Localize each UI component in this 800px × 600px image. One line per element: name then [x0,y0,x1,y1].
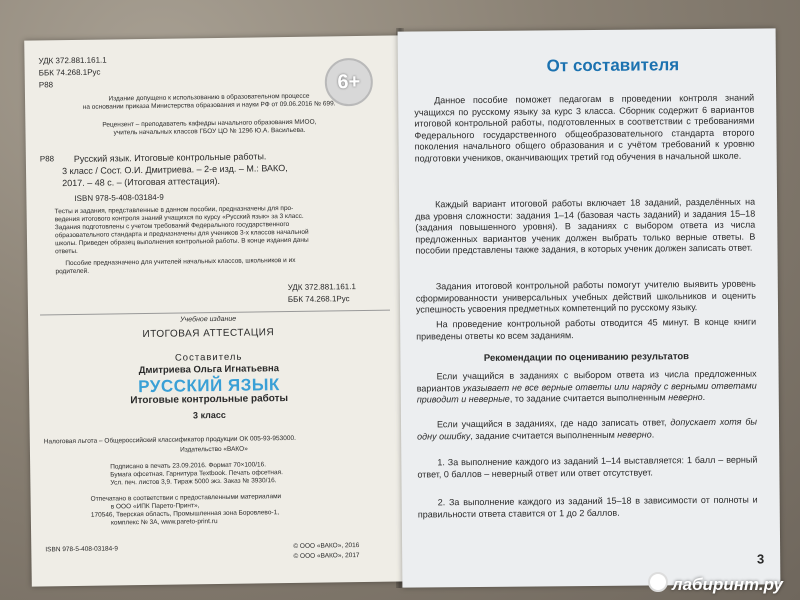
abstract-line: ответы. [55,247,78,256]
printer-line: комплекс № 3А, www.pareto-print.ru [110,518,218,527]
abstract-line: школы. Приведен образец выполнения контрольной работы. В конце издания даны [54,236,309,248]
abstract [55,204,386,277]
recommendation-paragraph-1 [417,369,757,407]
publisher-line: Издательство «ВАКО» [180,445,248,454]
scoring-rule-1: 1. За выполнение каждого из заданий 1–14 выставляется: 1 балл – верный ответ, 0 баллов – неверный ответ или ответ отсутствует. [417,454,758,480]
approval-line-1: Издание допущено к использованию в образовательном процессе [108,92,310,103]
print-line: Бумага офсетная. Гарнитура Textbook. Печать офсетная. [110,469,283,479]
abstract-line: Пособие предназначено для учителей начальных классов, школьников и их [65,256,296,268]
approval-line-2: на основании приказа Министерства образования и науки РФ от 09.06.2016 № 699. [82,100,336,111]
preface-paragraph-4: На проведение контрольной работы отводится 45 минут. В конце книги приведены ответы ко всем заданиям. [416,316,757,342]
book-title: РУССКИЙ ЯЗЫК [138,375,280,397]
catalog-line-2: 3 класс / Сост. О.И. Дмитриева. – 2-е изд. – М.: ВАКО, [61,163,288,177]
book-subtitle: Итоговые контрольные работы [130,393,289,407]
series-name: ИТОГОВАЯ АТТЕСТАЦИЯ [142,327,275,341]
grade-label: 3 класс [192,409,226,421]
preface-paragraph-3: Задания итоговой контрольной работы помогут учителю выявить уровень сформированности универсальных учебных действий школьников и оценить успешность усвоения предметных компетенций по русскому языку. [415,278,756,315]
abstract-line: образовательного стандарта и предназначены для учеников 3-х классов начальной [54,228,309,240]
compiler-label: Составитель [174,351,243,364]
copyright-2016: © ООО «ВАКО», 2016 [293,542,360,550]
rec-text: Если учащийся в заданиях с выбором ответа из числа предложенных вариантов [416,368,757,394]
bbk-top: ББК 74.268.1Рус [38,67,101,78]
code-top: Р88 [38,80,54,90]
abstract-line: Задания подготовлены с учетом требований Федерального государственного [54,220,290,232]
bbk-bottom: ББК 74.268.1Рус [287,294,350,305]
edition-type: Учебное издание [180,315,237,324]
udk-top: УДК 372.881.161.1 [38,55,107,66]
reviewer-line-2: учитель начальных классов ГБОУ ЦО № 1296 Ю.А. Васильева. [113,126,306,137]
rec-text: Если учащийся в заданиях, где надо записать ответ, [436,417,671,430]
printer-info [91,492,391,528]
rec-text: . [702,392,706,403]
print-line: Подписано в печать 23.09.2016. Формат 70×100/16. [110,461,267,471]
age-rating-badge: 6+ [324,58,373,107]
preface-page [398,28,781,587]
catalog-line-1: Русский язык. Итоговые контрольные работы. [73,151,267,164]
compiler-name: Дмитриева Ольга Игнатьевна [138,363,280,377]
rec-emphasis: допускает хотя бы одну ошибку [417,416,758,442]
recommendations-heading: Рекомендации по оцениванию результатов [483,351,690,364]
printer-line: Отпечатано в соответствии с предоставленными материалами [90,493,282,503]
reviewer-line-1: Рецензент – преподаватель кафедры начального образования МИОО, [102,118,317,129]
recommendation-paragraph-2 [417,417,757,443]
tax-line: Налоговая льгота – Общероссийский классификатор продукции ОК 005-93-953000. [43,434,296,446]
print-line: Усл. печ. листов 3,9. Тираж 5000 экз. Заказ № 3930/16. [110,477,277,487]
watermark-text: лабиринт.ру [672,575,783,594]
rec-emphasis: неверно [617,429,652,440]
rec-emphasis: неверно [668,392,703,403]
copyright-2017: © ООО «ВАКО», 2017 [293,552,360,560]
isbn-catalog: ISBN 978-5-408-03184-9 [74,192,164,203]
page-number: 3 [756,551,765,567]
printer-line: в ООО «ИПК Парето-Принт», [110,502,200,511]
rec-emphasis: указывает не все верные ответы или наряду с верными ответами приводит и неверные [416,380,757,405]
print-info [110,460,390,488]
udk-bottom: УДК 372.881.161.1 [287,282,356,293]
printer-line: 170546, Тверская область, Промышленная зона Боровлево-1, [90,509,280,519]
abstract-line: родителей. [55,267,90,276]
rec-text: . [651,429,655,440]
preface-paragraph-2: Каждый вариант итоговой работы включает 18 заданий, разделённых на два уровня сложности: задания 1–14 (базовая часть заданий) и задания 15–18 (задания повышенного уровня). В заданиях с выбором ответа из числа предложенных вариантов ученик должен выбрать только верные ответы. В пособии представлены также задания, в которых ученик должен записать ответ. [415,196,756,256]
rec-text: , то задание считается выполненным [509,392,669,404]
imprint-page [24,35,410,586]
abstract-line: Тесты и задания, представленные в данном пособии, предназначены для про- [54,204,294,216]
preface-paragraph-1: Данное пособие поможет педагогам в проведении контроля знаний учащихся по русскому языку за курс 3 класса. Сборник содержит 6 вариантов итоговой контрольной работы, подготовленных в соответствии с требованиями Федерального государственного общеобразовательного стандарта второго поколения начального общего образования и с учётом требований к уровню подготовки учеников, оканчивающих третий год обучения в начальной школе. [414,92,755,164]
labyrinth-logo-icon [648,572,668,592]
watermark-logo [648,572,783,595]
scoring-rule-2: 2. За выполнение каждого из заданий 15–18 в зависимости от полноты и правильности ответа ставится от 1 до 2 баллов. [417,494,758,520]
catalog-line-3: 2017. – 48 с. – (Итоговая аттестация). [62,175,220,189]
catalog-code: Р88 [39,154,55,164]
isbn-bottom: ISBN 978-5-408-03184-9 [45,545,119,554]
section-title: От составителя [546,55,680,76]
abstract-line: ведения итогового контроля знаний учащихся по курсу «Русский язык» за 3 класс. [54,212,304,224]
rec-text: , задание считается выполненным [470,429,618,441]
